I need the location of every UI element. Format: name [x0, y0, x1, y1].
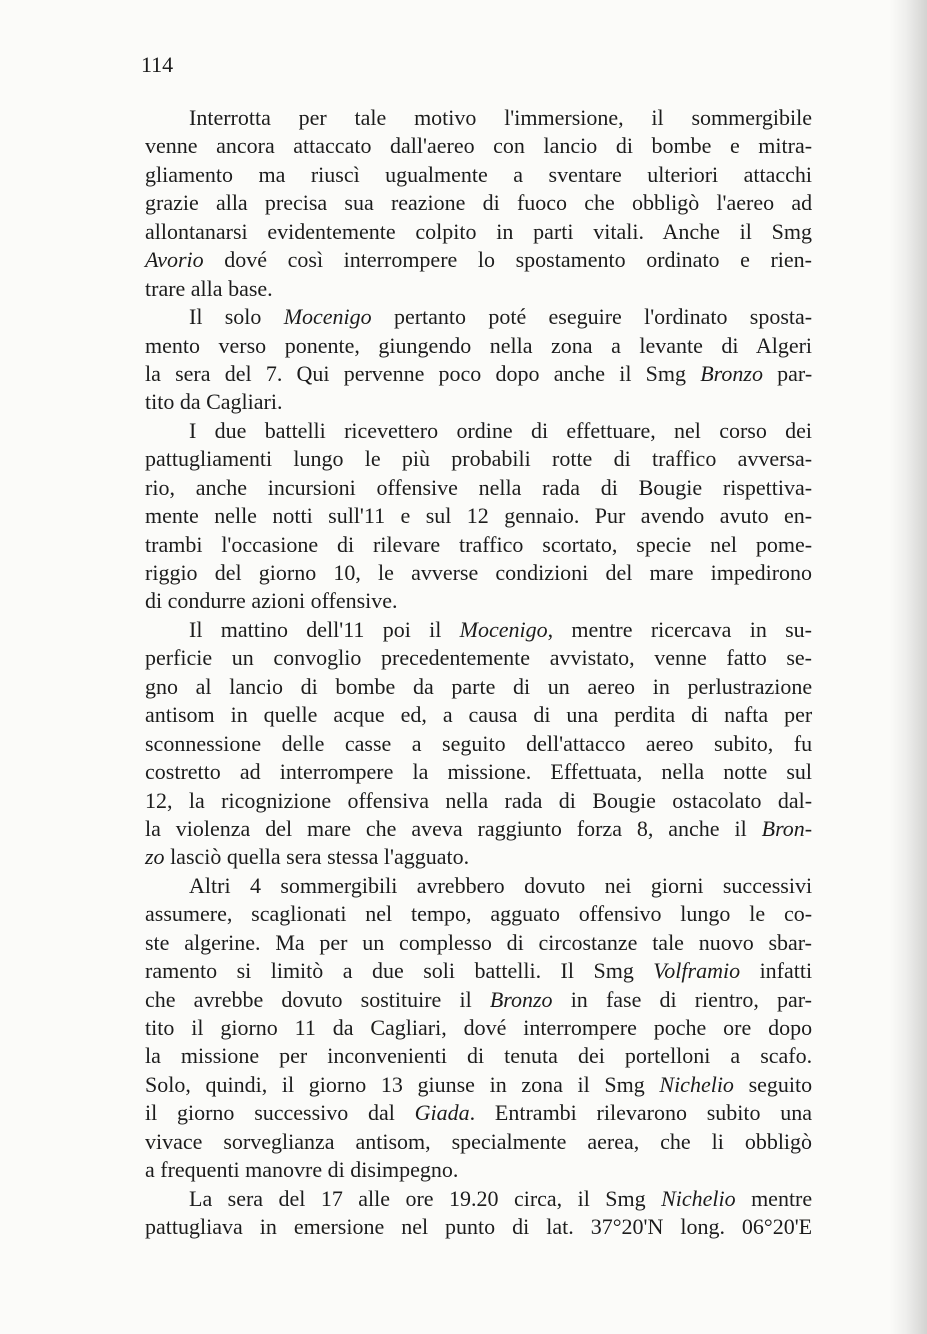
body-text: [145, 104, 812, 1242]
paragraph: [145, 417, 812, 616]
text-line: I due battelli ricevettero ordine di effettuare, nel corso dei: [189, 417, 813, 443]
text-line: Avorio dové così interrompere lo spostamento ordinato e rien-: [145, 247, 812, 273]
text-line: Interrotta per tale motivo l'immersione, il sommergibile: [189, 105, 813, 130]
text-line: ramento si limitò a due soli battelli. Il Smg Volframio infatti: [145, 958, 813, 984]
text-line: mente nelle notti sull'11 e sul 12 gennaio. Pur avendo avuto en-: [145, 503, 813, 529]
text-line: riggio del giorno 10, le avverse condizioni del mare impedirono: [145, 560, 813, 585]
text-line: perficie un convoglio precedentemente avvistato, venne fatto se-: [145, 645, 813, 671]
page-edge-shadow: [889, 0, 927, 1334]
text-line: a frequenti manovre di disimpegno.: [145, 1157, 459, 1183]
page-number: 114: [141, 52, 174, 77]
text-line: mento verso ponente, giungendo nella zona a levante di Algeri: [145, 332, 813, 358]
text-line: sconnessione delle casse a seguito dell'attacco aereo subito, fu: [145, 730, 813, 756]
text-line: grazie alla precisa sua reazione di fuoco che obbligò l'aereo ad: [145, 190, 813, 216]
text-line: che avrebbe dovuto sostituire il Bronzo in fase di rientro, par-: [145, 986, 812, 1012]
text-line: Il mattino dell'11 poi il Mocenigo, mentre ricercava in su-: [189, 616, 813, 642]
text-line: trambi l'occasione di rilevare traffico scortato, specie nel pome-: [145, 531, 813, 557]
text-line: il giorno successivo dal Giada. Entrambi rilevarono subito una: [145, 1100, 813, 1126]
text-line: venne ancora attaccato dall'aereo con lancio di bombe e mitra-: [145, 133, 813, 159]
text-line: allontanarsi evidentemente colpito in parti vitali. Anche il Smg: [145, 218, 813, 244]
text-line: la missione per inconvenienti di tenuta dei portelloni a scafo.: [145, 1043, 813, 1069]
text-line: la violenza del mare che aveva raggiunto forza 8, anche il Bron-: [145, 815, 813, 841]
text-line: gno al lancio di bombe da parte di un aereo in perlustrazione: [145, 673, 813, 699]
text-line: 12, la ricognizione offensiva nella rada di Bougie ostacolato dal-: [145, 787, 813, 813]
paragraph: [145, 1185, 812, 1242]
text-line: Solo, quindi, il giorno 13 giunse in zona il Smg Nichelio seguito: [145, 1071, 813, 1097]
text-line: pattugliamenti lungo le più probabili rotte di traffico avversa-: [145, 446, 813, 472]
text-line: assumere, scaglionati nel tempo, agguato offensivo lungo le co-: [145, 901, 813, 927]
paragraph: [145, 616, 812, 872]
paragraph: [145, 303, 812, 417]
text-line: zo lasciò quella sera stessa l'agguato.: [145, 844, 470, 870]
text-line: rio, anche incursioni offensive nella rada di Bougie rispettiva-: [145, 474, 813, 500]
text-line: ste algerine. Ma per un complesso di circostanze tale nuovo sbar-: [145, 929, 812, 955]
text-line: pattugliava in emersione nel punto di lat. 37°20'N long. 06°20'E: [145, 1214, 813, 1240]
text-line: antisom in quelle acque ed, a causa di una perdita di nafta per: [145, 702, 813, 728]
text-line: La sera del 17 alle ore 19.20 circa, il Smg Nichelio mentre: [189, 1185, 813, 1211]
text-line: tito da Cagliari.: [145, 389, 283, 415]
text-line: gliamento ma riuscì ugualmente a sventare ulteriori attacchi: [145, 161, 813, 187]
text-line: costretto ad interrompere la missione. Effettuata, nella notte sul: [145, 759, 813, 785]
text-line: Il solo Mocenigo pertanto poté eseguire l'ordinato sposta-: [189, 304, 813, 330]
text-line: la sera del 7. Qui pervenne poco dopo anche il Smg Bronzo par-: [145, 360, 813, 386]
text-line: di condurre azioni offensive.: [145, 588, 398, 614]
text-line: tito il giorno 11 da Cagliari, dové interrompere poche ore dopo: [145, 1015, 813, 1040]
paragraph: [145, 872, 812, 1185]
text-line: vivace sorveglianza antisom, specialmente aerea, che li obbligò: [145, 1128, 813, 1154]
text-line: trare alla base.: [145, 275, 273, 301]
paragraph: [145, 104, 812, 303]
text-line: Altri 4 sommergibili avrebbero dovuto nei giorni successivi: [189, 872, 813, 898]
